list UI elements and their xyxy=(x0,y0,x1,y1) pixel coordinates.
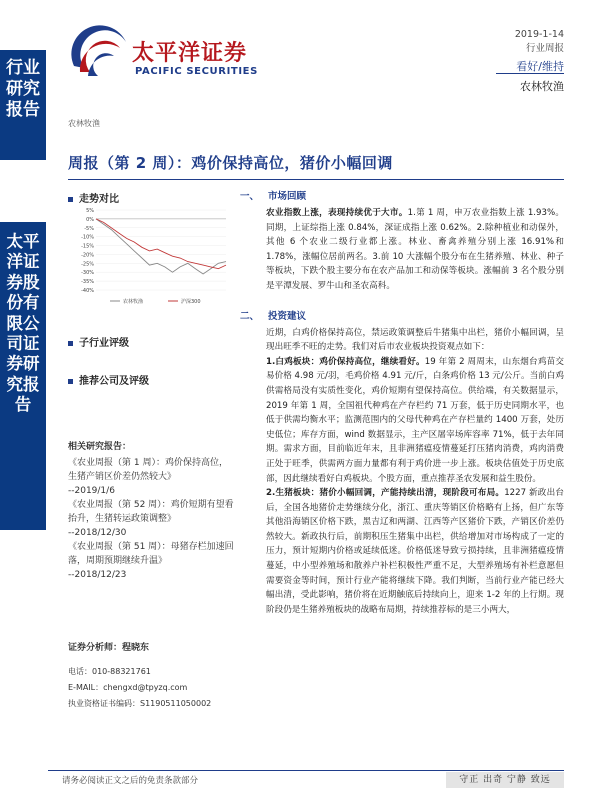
chart-y-tick: -5% xyxy=(84,225,94,232)
footer-slogan: 守正 出奇 宁静 致远 xyxy=(446,772,564,788)
chart-y-tick: -10% xyxy=(81,234,94,241)
title-divider xyxy=(68,179,564,180)
related-report-item[interactable]: 《农业周报（第 52 周）：鸡价短期有望看抬升，生猪转运政策调整》 xyxy=(68,500,234,524)
sub-rating-heading: 子行业评级 xyxy=(68,334,129,349)
related-report-item[interactable]: 《农业周报（第 1 周）：鸡价保持高位，生猪产销区价差仍然较大》 xyxy=(68,458,228,482)
chart-y-tick: -20% xyxy=(81,252,94,259)
stock-rating-heading: 推荐公司及评级 xyxy=(68,372,149,387)
logo-text-en: PACIFIC SECURITIES xyxy=(135,66,258,77)
chart-y-tick: -30% xyxy=(81,270,94,277)
chart-legend-label: 农林牧渔 xyxy=(123,299,144,305)
main-content xyxy=(240,188,564,617)
header-meta xyxy=(515,28,564,74)
report-date: 2019-1-14 xyxy=(514,29,564,40)
related-reports-heading: 相关研究报告： xyxy=(68,442,132,452)
chart-y-tick: -35% xyxy=(81,279,94,286)
rating-label: 看好/维持 xyxy=(516,60,564,73)
page-title: 周报（第 2 周）：鸡价保持高位，猪价小幅回调 xyxy=(68,154,393,172)
bullet-square-icon xyxy=(68,379,73,384)
related-report-date: --2018/12/23 xyxy=(68,570,127,580)
industry-label: 农林牧渔 xyxy=(520,80,564,93)
sidebar-top xyxy=(0,50,46,160)
analyst-email[interactable]: E-MAIL：chengxd@tpyzq.com xyxy=(68,683,188,692)
chart-y-tick: -40% xyxy=(81,288,94,294)
investment-intro: 近期，白鸡价格保持高位，禁运政策调整后牛猪集中出栏，猪价小幅回调，呈现出旺季不旺的走势。我们对后市农业板块投资观点如下： xyxy=(266,327,564,353)
bullet-square-icon xyxy=(68,341,73,346)
footer-divider xyxy=(48,770,564,771)
analyst-name: 证券分析师：程晓东 xyxy=(68,643,150,653)
chart-series-line xyxy=(96,219,226,269)
market-review-text: 农业指数上涨，表现持续优于大市。1.第 1 周，申万农业指数上涨 1.93%。同期，上证综指上涨 0.84%，深证成指上涨 0.62%。2.除种植业和动保外，其他 6 个农业二级行业都上涨。林业、畜禽养殖分别上涨 16.91%和 1.78%，涨幅位居前两名。3.前 10 大涨幅个股分布在生猪养殖、林业、种子等板块，下跌个股主要分布在农产品加工和动保等板块。涨幅前 3 名个股分别是平潭发展、罗牛山和圣农高科。 xyxy=(266,208,564,291)
chart-legend-label: 沪深300 xyxy=(181,299,201,305)
section-investment-heading: 二、 投资建议 xyxy=(240,310,307,322)
chart-y-tick: -15% xyxy=(81,243,94,250)
analyst-info xyxy=(68,640,236,712)
related-report-date: --2018/12/30 xyxy=(68,528,127,538)
trend-chart xyxy=(70,206,230,306)
analyst-phone: 电话：010-88321761 xyxy=(68,667,151,676)
chart-y-tick: -25% xyxy=(81,261,94,268)
related-reports xyxy=(68,440,236,582)
footer-disclaimer: 请务必阅读正文之后的免责条款部分 xyxy=(62,776,199,786)
logo-text-cn: 太平洋证券 xyxy=(132,41,248,66)
bullet-square-icon xyxy=(68,197,73,202)
chart-y-tick: 5% xyxy=(86,208,94,214)
logo-mark-icon xyxy=(68,22,132,86)
report-type: 行业周报 xyxy=(525,43,564,54)
broiler-paragraph: 1.白鸡板块：鸡价保持高位，继续看好。19 年第 2 周周末，山东烟台鸡苗交易价格 4.98 元/羽，毛鸡价格 4.91 元/斤，白条鸡价格 13 元/公斤。当前白鸡供需格局没有实质性变化，鸡价短期有望保持高位。供给端，有关数据显示，2019 年第 1 周，全国祖代种鸡在产存栏约 71 万套，低于历史同期水平，也低于供需均衡水平；监测范围内的父母代种鸡在产存栏量约 1400 万套，处历史低位；库存方面，wind 数据显示，主产区屠宰场库容率 71%，低于去年同期。需求方面，目前临近年末，且非洲猪瘟疫情蔓延打压猪肉消费，鸡肉消费正处于旺季，供需两方面力量都有利于鸡价进一步上涨。板块估值处于历史底部，因此继续看好白鸡板块。个股方面，重点推荐圣农发展和益生股份。 xyxy=(266,356,564,484)
related-report-date: --2019/1/6 xyxy=(68,486,115,496)
analyst-license: 执业资格证书编码：S1190511050002 xyxy=(68,699,212,708)
chart-y-tick: 0% xyxy=(86,216,94,223)
trend-chart-svg xyxy=(70,206,230,306)
sidebar-bottom xyxy=(0,222,46,530)
trend-heading: 走势对比 xyxy=(68,190,119,205)
header-divider xyxy=(496,73,564,74)
subindustry-label: 农林牧渔 xyxy=(68,119,100,128)
sidebar-bottom-text: 太平洋证券股份有限公司证券研究报告 xyxy=(6,232,40,415)
hog-paragraph: 2.生猪板块：猪价小幅回调，产能持续出清，现阶段可布局。1227 新政出台后，全国各地猪价走势继续分化，浙江、重庆等销区价格略有上扬，但广东等其他沿海销区价格下跌，黑吉辽和两湖、江西等产区猪价下跌，产销区价差仍然较大。新政执行后，前期积压生猪集中出栏，供给增加对市场构成了一定的压力，预计短期内价格或延续低迷。价格低迷导致亏损持续，且非洲猪瘟疫情蔓延，中小型养殖场和散养户补栏积极性严重不足，大型养殖场有补栏意愿但需要资金等时间，预计行业产能将继续下降。我们判断，当前行业产能已经大幅出清，受此影响，猪价将在近期触底后持续向上，迎来 1-2 年的上行期。现阶段仍是生猪养殖板块的战略布局期，持续推荐标的是三小两大， xyxy=(266,488,564,615)
sidebar-top-text: 行业研究报告 xyxy=(6,58,40,120)
related-report-item[interactable]: 《农业周报（第 51 周）：母猪存栏加速回落，周期预期继续升温》 xyxy=(68,542,234,566)
section-market-review-heading: 一、 市场回顾 xyxy=(240,191,307,202)
